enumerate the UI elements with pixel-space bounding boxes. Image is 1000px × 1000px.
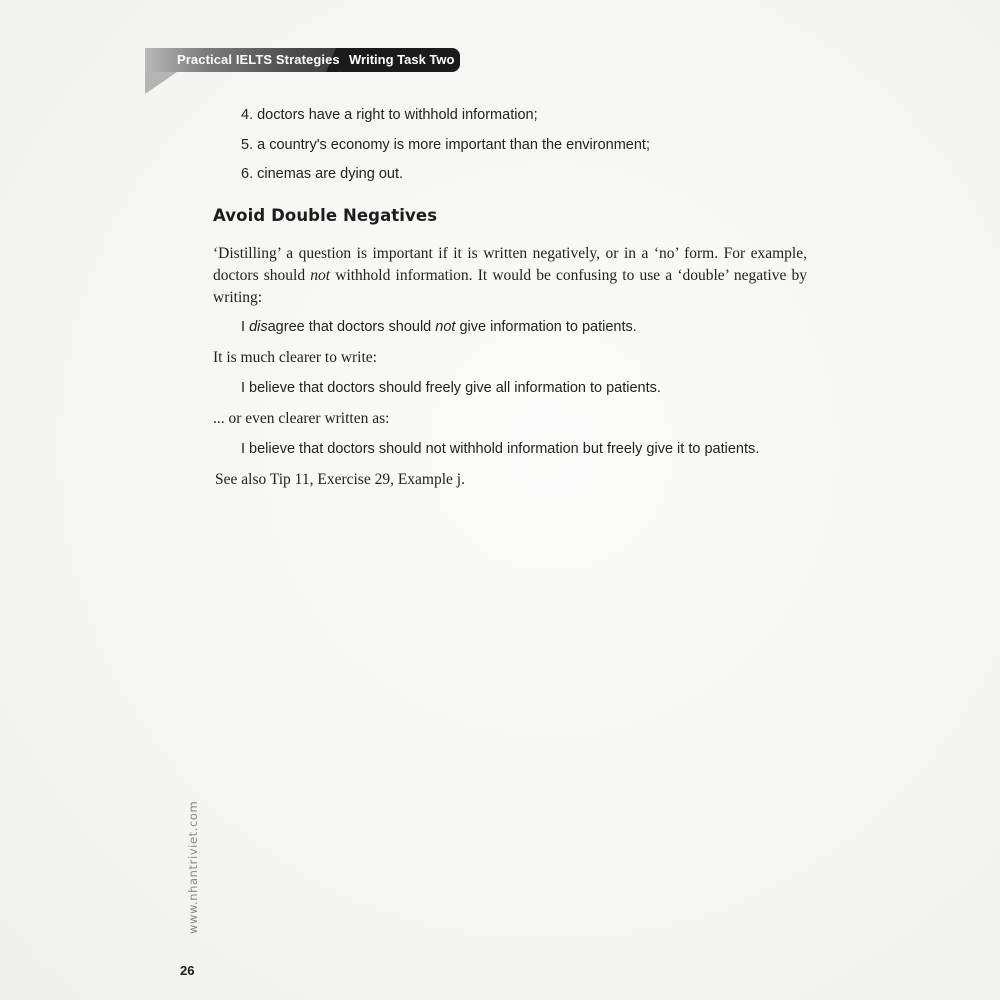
book-title: Practical IELTS Strategies <box>177 52 340 67</box>
section-heading: Avoid Double Negatives <box>213 206 438 225</box>
example-clearest: I believe that doctors should not withhold information but freely give it to patients. <box>241 441 760 457</box>
emphasis-not: not <box>310 267 331 284</box>
intro-line-1: ‘Distilling’ a question is important if it is written negatively, or in a ‘no’ form. For example, <box>213 245 807 262</box>
header-banner <box>145 48 460 72</box>
list-item: 4. doctors have a right to withhold information; <box>241 107 538 123</box>
intro-line-3: writing: <box>213 289 263 306</box>
intro-line <box>213 243 807 265</box>
emphasis-not: not <box>435 319 456 335</box>
even-clearer-text: ... or even clearer written as: <box>213 410 390 427</box>
intro-line <box>213 287 807 309</box>
intro-line-2b: withhold information. It would be confusing to use a ‘double’ negative by <box>330 267 808 284</box>
emphasis-dis: dis <box>249 319 268 335</box>
list-item: 6. cinemas are dying out. <box>241 166 404 182</box>
section-title: Writing Task Two <box>349 52 455 67</box>
example1-part-b: agree that doctors should <box>267 319 436 335</box>
page-number: 26 <box>180 963 195 978</box>
example1-part-a: I <box>241 319 250 335</box>
see-also-reference: See also Tip 11, Exercise 29, Example j. <box>215 471 465 488</box>
intro-line-2a: doctors should <box>213 267 311 284</box>
list-item: 5. a country's economy is more important than the environment; <box>241 136 650 153</box>
intro-paragraph <box>213 243 807 309</box>
intro-line <box>213 265 807 287</box>
example1-part-c: give information to patients. <box>455 319 637 335</box>
clearer-text: It is much clearer to write: <box>213 349 377 366</box>
numbered-list <box>241 105 650 194</box>
website-watermark: www.nhantriviet.com <box>186 800 200 934</box>
header-banner-tail <box>145 72 177 94</box>
example-clear: I believe that doctors should freely give all information to patients. <box>241 380 661 396</box>
example-double-negative <box>241 319 637 335</box>
